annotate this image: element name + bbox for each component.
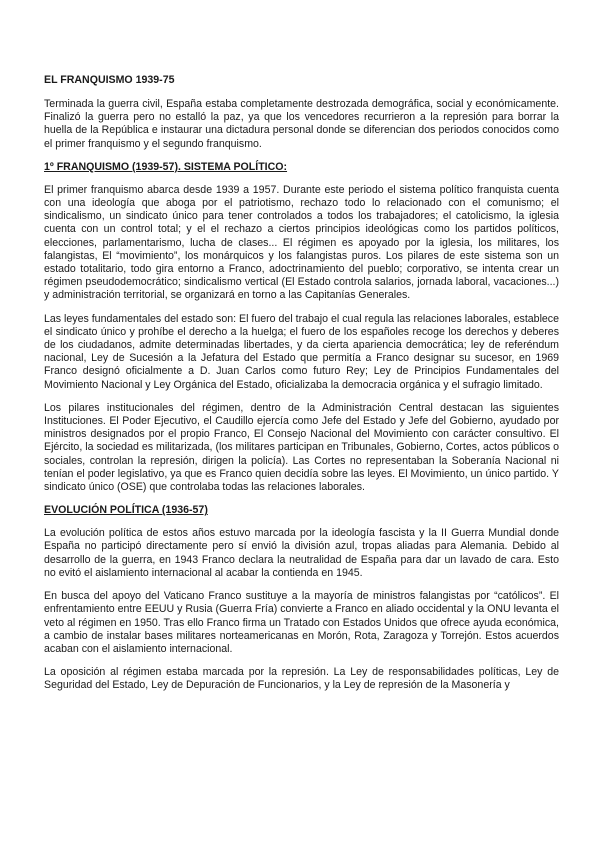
intro-paragraph: Terminada la guerra civil, España estaba completamente destrozada demográfica, social y económicamente. Finalizó la guerra pero no estalló la paz, ya que los vencedores recurrieron a la represión para borrar la huella de la República e instaurar una dictadura personal donde se diferencian dos periodos conocidos como el primer franquismo y el segundo franquismo. [44,98,559,150]
paragraph-apoyo-vaticano: En busca del apoyo del Vaticano Franco sustituye a la mayoría de ministros falangistas por “católicos”. El enfrentamiento entre EEUU y Rusia (Guerra Fría) convierte a Franco en aliado occidental y la ONU levanta el veto al régimen en 1950. Tras ello Franco firma un Tratado con Estados Unidos que ofrece ayuda económica, a cambio de instalar bases militares norteamericanas en Morón, Rota, Zaragoza y Torrejón. Estos acuerdos acaban con el aislamiento internacional. [44,590,559,655]
paragraph-primer-franquismo: El primer franquismo abarca desde 1939 a 1957. Durante este periodo el sistema político franquista cuenta con una ideología que aboga por el patriotismo, rechazo todo lo relacionado con el comunismo; el sindicalismo, un sindicato único para tener controlados a todos los trabajadores; el catolicismo, la iglesia cuenta con un control total; y el el rechazo a ciertos principios ideológicas como los partidos políticos, elecciones, parlamentarismo, lucha de clases... El régimen es apoyado por la iglesia, los militares, los falangistas, El “movimiento”, los monárquicos y los falangistas puros. Los pilares de este sistema son un estado totalitario, todo gira entorno a Franco, adoctrinamiento del pueblo; corporativo, se intenta crear un régimen pseudodemocrático; sindicalismo vertical (El Estado controla salarios, jornada laboral, vacaciones...) y administración territorial, se organizará en torno a las Capitanías Generales. [44,183,559,302]
paragraph-evolucion-politica: La evolución política de estos años estuvo marcada por la ideología fascista y la II Guerra Mundial donde España no participó directamente pero sí envió la división azul, tropas aliadas para Alemania. Debido al desarrollo de la guerra, en 1943 Franco declara la neutralidad de España para dar un lavado de cara. Esto no evitó el aislamiento internacional al acabar la contienda en 1945. [44,527,559,579]
paragraph-pilares-institucionales: Los pilares institucionales del régimen, dentro de la Administración Central destacan las siguientes Instituciones. El Poder Ejecutivo, el Caudillo ejercía como Jefe del Estado y Jefe del Gobierno, ayudado por ministros designados por el propio Franco, El Consejo Nacional del Movimiento con carácter consultivo. El Ejército, la sociedad es militarizada, (los militares participan en Tribunales, Gobierno, Cortes, actos públicos o sociales, controlan la represión, dirigen la policía). Las Cortes no representaban la Soberanía Nacional ni tenían el poder legislativo, ya que es Franco quien decidía sobre las leyes. El Movimiento, un único partido. Y sindicato único (OSE) que controlaba todas las relaciones laborales. [44,401,559,494]
section-heading-sistema-politico: 1º FRANQUISMO (1939-57). SISTEMA POLÍTICO: [44,160,288,173]
paragraph-leyes-fundamentales: Las leyes fundamentales del estado son: El fuero del trabajo el cual regula las relaciones laborales, establece el sindicato único y prohíbe el derecho a la huelga; el fuero de los españoles recoge los derechos y deberes de los ciudadanos, admite determinadas libertades, y da cierta apariencia democrática; ley de referéndum nacional, Ley de Sucesión a la Jefatura del Estado que permitía a Franco designar su sucesor, en 1969 Franco designó oficialmente a D. Juan Carlos como futuro Rey; Ley de Principios Fundamentales del Movimiento Nacional y Ley Orgánica del Estado, oficializaba la democracia orgánica y el sufragio limitado. [44,312,559,391]
document-body [44,74,559,703]
paragraph-oposicion-regimen: La oposición al régimen estaba marcada por la represión. La Ley de responsabilidades políticas, Ley de Seguridad del Estado, Ley de Depuración de Funcionarios, y la Ley de represión de la Masonería y [44,666,559,692]
section-heading-evolucion-politica: EVOLUCIÓN POLÍTICA (1936-57) [44,504,208,517]
document-title: EL FRANQUISMO 1939-75 [44,74,175,86]
